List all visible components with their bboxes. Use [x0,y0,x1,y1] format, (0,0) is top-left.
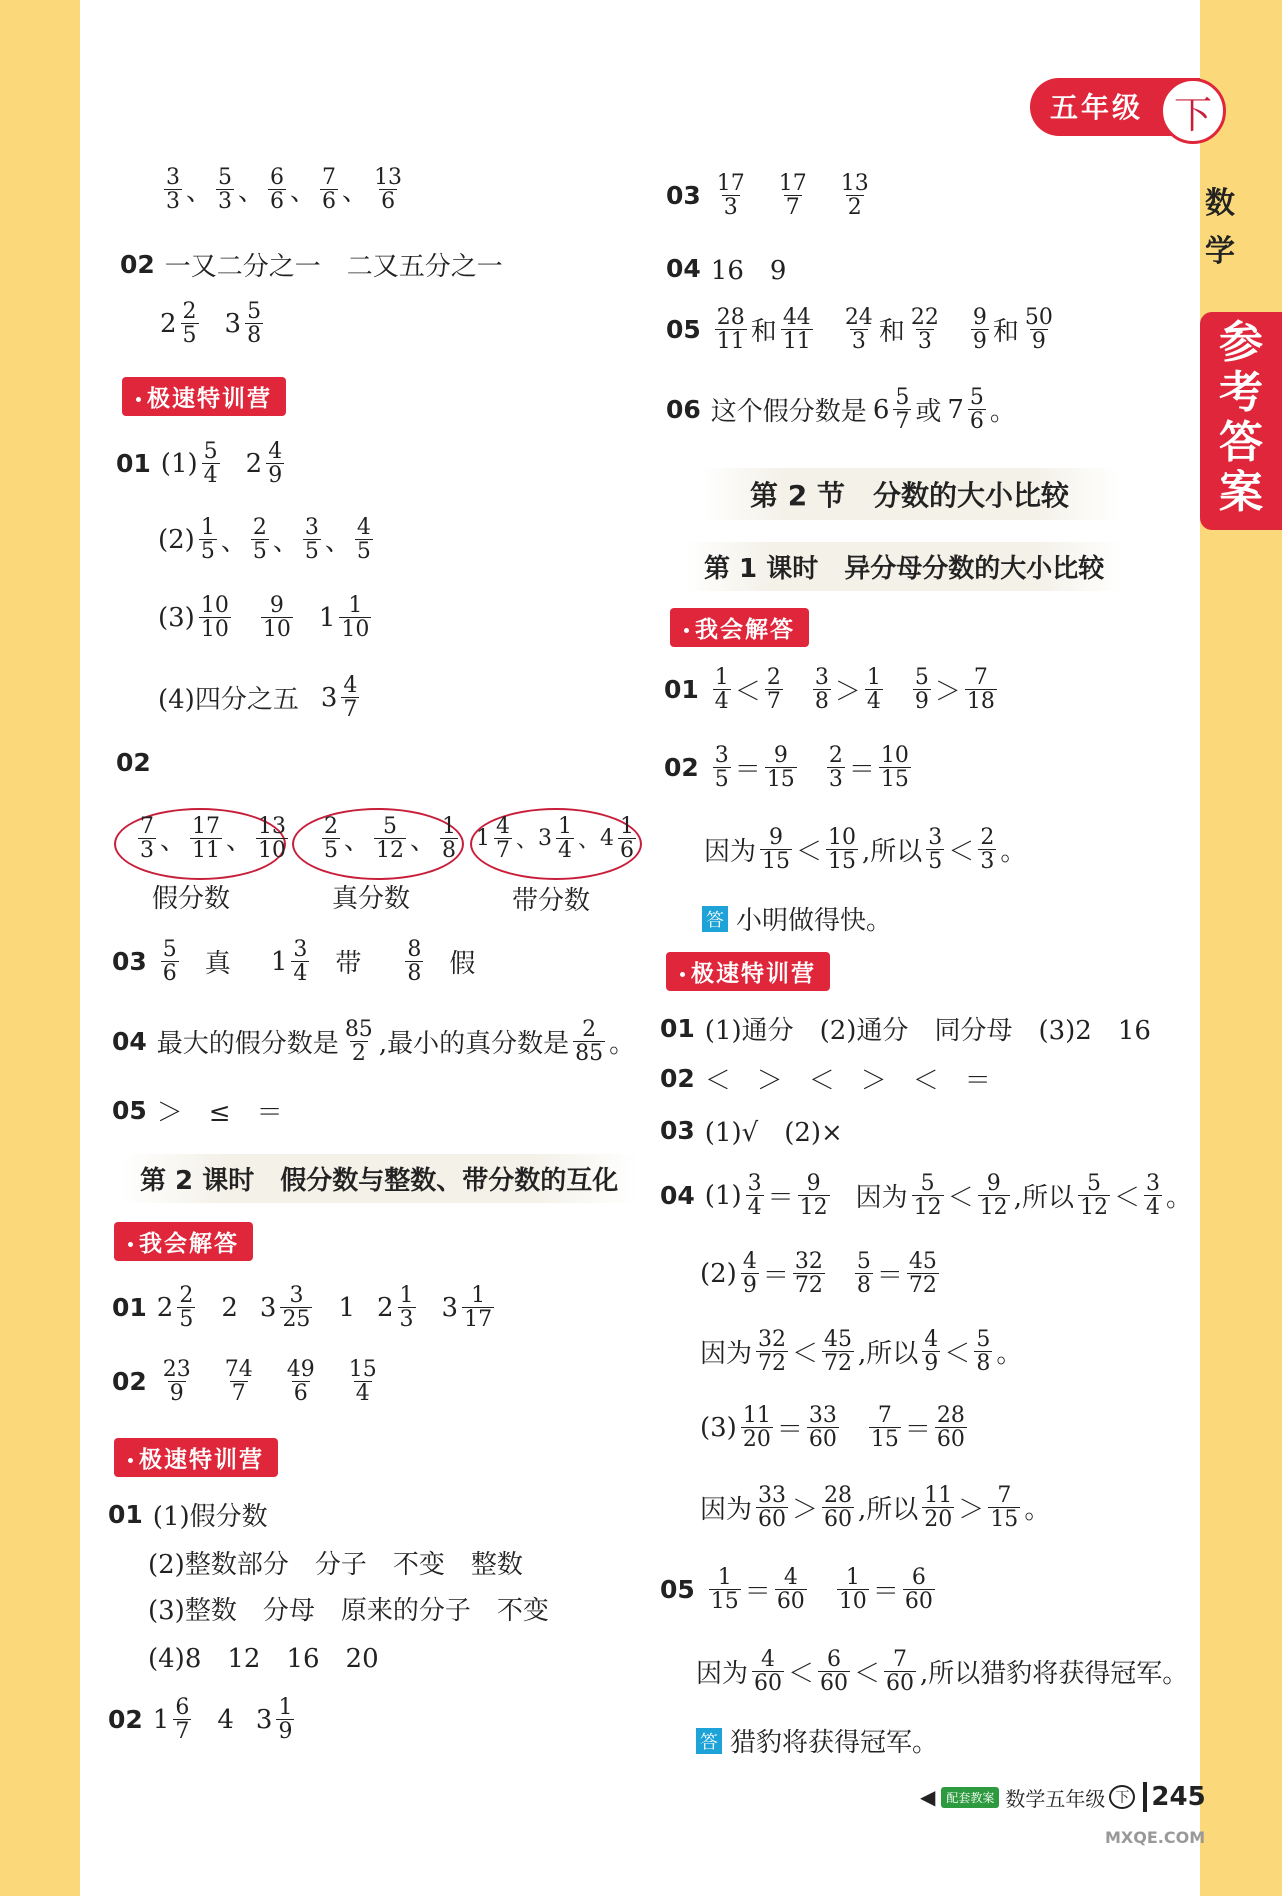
c-question-01: 01 (1)通分 (2)通分 同分母 (3)2 16 [660,1014,1151,1046]
grade-label: 五年级 [1050,91,1144,124]
category-mixed: 带分数 [512,886,591,916]
b-question-02-answer: 答 小明做得快。 [702,900,892,937]
t-question-01-3: (3)整数 分母 原来的分子 不变 [148,1596,549,1626]
circle3-fractions: 1 $\frac{4}{7}$ 、 3 $\frac{1}{4}$ 、 4 $\frac{1}{6}$ [476,814,635,864]
badge-answer-2: 我会解答 [670,608,809,647]
t-question-01-1: 01 (1)假分数 [108,1500,268,1532]
badge-training-2: 极速特训营 [114,1438,278,1477]
t-question-01-2: (2)整数部分 分子 不变 整数 [148,1550,523,1580]
category-improper: 假分数 [152,884,231,914]
r-question-06: 06 这个假分数是 6 $\frac{5}{7}$ 或 7 $\frac{5}{6}$ 。 [666,385,1016,435]
b-question-02-reason: 因为 $\frac{9}{15}$ ＜ $\frac{10}{15}$ ,所以 $\frac{3}{5}$ ＜ $\frac{2}{3}$ 。 [704,825,1027,875]
lesson-heading-2: 第 2 课时 假分数与整数、带分数的互化 [120,1154,638,1203]
question-02-label: 02 [116,748,151,777]
badge-answer-1: 我会解答 [114,1222,253,1261]
c-question-04-part3: (3) $\frac{11}{20}$ ＝ $\frac{33}{60}$ $\frac{7}{15}$ ＝ $\frac{28}{60}$ [700,1403,965,1453]
question-02: 02 一又二分之一 二又五分之一 [120,250,503,282]
c-question-04-part1: 04 (1) $\frac{3}{4}$ ＝ $\frac{9}{12}$ 因为 $\frac{5}{12}$ ＜ $\frac{9}{12}$ ,所以 $\frac{5}{12}$ ＜ $\frac{3}{4}$ 。 [660,1171,1192,1221]
r-question-03: 03 $\frac{17}{3}$ $\frac{17}{7}$ $\frac{13}{2}$ [666,171,869,221]
c-question-02: 02 ＜ ＞ ＜ ＞ ＜ ＝ [660,1064,991,1096]
fraction-row: $\frac{3}{3}$ 、 $\frac{5}{3}$ 、 $\frac{6}{6}$ 、 $\frac{7}{6}$ 、 $\frac{13}{6}$ [166,165,403,215]
arrow-left-icon: ◀ [920,1785,936,1809]
r-question-05: 05 $\frac{28}{11}$ 和 $\frac{44}{11}$ $\frac{24}{3}$ 和 $\frac{22}{3}$ $\frac{9}{9}$ 和 $\frac{50}{9}$ [666,305,1053,355]
footer-volume: 下 [1109,1785,1135,1809]
c-question-05-reason: 因为 $\frac{4}{60}$ ＜ $\frac{6}{60}$ ＜ $\frac{7}{60}$ ,所以猎豹将获得冠军。 [696,1647,1189,1697]
badge-training-1: 极速特训营 [122,377,286,416]
badge-training-3: 极速特训营 [666,952,830,991]
answer-icon: 答 [702,906,728,932]
c-question-04-part2-reason: 因为 $\frac{32}{72}$ ＜ $\frac{45}{72}$ ,所以 $\frac{4}{9}$ ＜ $\frac{5}{8}$ 。 [700,1327,1023,1377]
category-proper: 真分数 [332,884,411,914]
footer-tag: 配套教案 [941,1787,999,1808]
footer-subject: 数学五年级 [1005,1786,1106,1811]
page-number: 245 [1143,1782,1205,1812]
c-question-04-part2: (2) $\frac{4}{9}$ ＝ $\frac{32}{72}$ $\frac{5}{8}$ ＝ $\frac{45}{72}$ [700,1249,937,1299]
side-label-top: 数 [1205,186,1235,221]
b-question-02: 02 $\frac{3}{5}$ ＝ $\frac{9}{15}$ $\frac{2}{3}$ ＝ $\frac{10}{15}$ [664,743,909,793]
page-footer [920,1782,1206,1812]
question-01-part1: 01 (1) $\frac{5}{4}$ 2 $\frac{4}{9}$ [116,439,283,489]
left-margin-band [0,0,80,1896]
side-label-bottom: 学 [1205,234,1235,269]
r-question-04: 04 16 9 [666,254,787,286]
circle2-fractions: $\frac{2}{5}$ 、 $\frac{5}{12}$ 、 $\frac{1}{8}$ [324,814,457,864]
volume-badge: 下 [1160,78,1226,144]
t-question-02: 02 1 $\frac{6}{7}$ 4 3 $\frac{1}{9}$ [108,1695,293,1745]
s-question-01: 01 2 $\frac{2}{5}$ 2 3 $\frac{3}{25}$ 1 2 $\frac{1}{3}$ 3 $\frac{1}{17}$ [112,1283,493,1333]
question-03: 03 $\frac{5}{6}$ 真 1 $\frac{3}{4}$ 带 $\frac{8}{8}$ 假 [112,937,476,987]
b-question-01: 01 $\frac{1}{4}$ ＜ $\frac{2}{7}$ $\frac{3}{8}$ ＞ $\frac{1}{4}$ $\frac{5}{9}$ ＞ $\frac{7}{18}$ [664,665,995,715]
answer-icon: 答 [696,1728,722,1754]
c-question-05-answer: 答 猎豹将获得冠军。 [696,1722,938,1759]
c-question-04-part3-reason: 因为 $\frac{33}{60}$ ＞ $\frac{28}{60}$ ,所以 $\frac{11}{20}$ ＞ $\frac{7}{15}$ 。 [700,1483,1051,1533]
question-05: 05 ＞ ≤ ＝ [112,1096,283,1128]
answer-tab-label: 参考答案 [1219,317,1263,518]
watermark: MXQE.COM [1105,1828,1206,1847]
question-01-part2: (2) $\frac{1}{5}$ 、 $\frac{2}{5}$ 、 $\frac{3}{5}$ 、 $\frac{4}{5}$ [158,515,371,565]
circle1-fractions: $\frac{7}{3}$ 、 $\frac{17}{11}$ 、 $\frac{13}{10}$ [140,814,287,864]
question-01-part3: (3) $\frac{10}{10}$ $\frac{9}{10}$ 1 $\frac{1}{10}$ [158,593,370,643]
question-04: 04 最大的假分数是 $\frac{85}{2}$ ,最小的真分数是 $\frac{2}{85}$ 。 [112,1017,636,1067]
mixed-numbers-row: 2 $\frac{2}{5}$ 3 $\frac{5}{8}$ [160,299,262,349]
s-question-02: 02 $\frac{23}{9}$ $\frac{74}{7}$ $\frac{49}{6}$ $\frac{15}{4}$ [112,1357,377,1407]
lesson-heading-1: 第 1 课时 异分母分数的大小比较 [684,542,1124,591]
section-heading: 第 2 节 分数的大小比较 [700,468,1119,520]
right-margin-band [1200,0,1282,1896]
c-question-03: 03 (1)√ (2)× [660,1116,843,1148]
question-01-part4: (4)四分之五 3 $\frac{4}{7}$ [158,673,358,723]
t-question-01-4: (4)8 12 16 20 [148,1644,379,1674]
c-question-05: 05 $\frac{1}{15}$ ＝ $\frac{4}{60}$ $\frac{1}{10}$ ＝ $\frac{6}{60}$ [660,1565,933,1615]
